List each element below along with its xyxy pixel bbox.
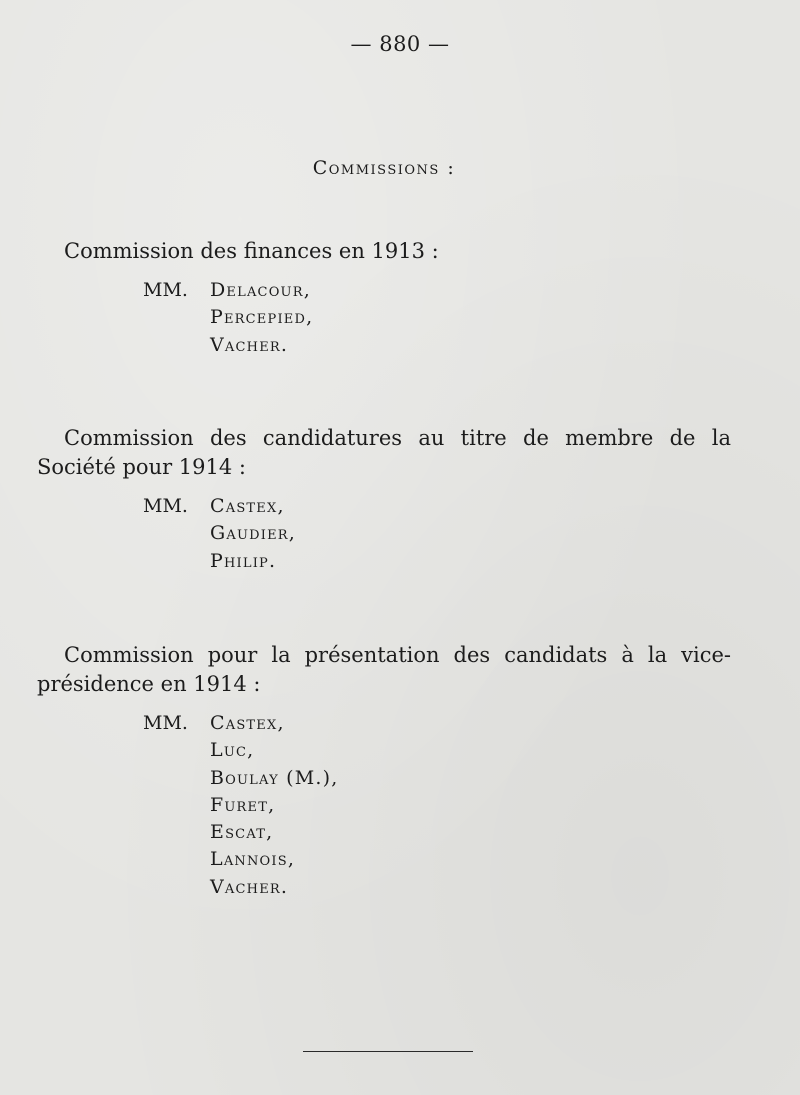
member-block	[143, 493, 731, 575]
member-name: Vacher.	[210, 875, 289, 898]
members-prefix: MM.	[143, 495, 188, 517]
member-list	[210, 493, 731, 575]
member-name: Gaudier,	[210, 522, 296, 545]
members-prefix: MM.	[143, 279, 188, 301]
member-name: Castex,	[210, 712, 285, 734]
commission-heading: Commission des finances en 1913 :	[64, 239, 439, 263]
member-block	[143, 277, 731, 359]
member-name: Castex,	[210, 495, 285, 517]
member-list	[210, 710, 731, 901]
member-name: Boulay (M.),	[210, 766, 339, 789]
page-number: — 880 —	[350, 32, 450, 56]
member-name: Percepied,	[210, 306, 314, 329]
commission-heading: Commission pour la présentation des candidats à la vice-présidence en 1914 :	[37, 643, 731, 696]
member-name: Luc,	[210, 739, 255, 762]
commission-candidatures	[37, 424, 731, 575]
member-name: Escat,	[210, 821, 274, 844]
member-name: Philip.	[210, 549, 277, 572]
member-list	[210, 277, 731, 359]
commission-vice-presidence	[37, 641, 731, 901]
commission-heading: Commission des candidatures au titre de membre de la Société pour 1914 :	[37, 426, 731, 479]
member-name: Vacher.	[210, 333, 289, 356]
member-name: Furet,	[210, 793, 276, 816]
footer-rule	[303, 1051, 473, 1052]
member-name: Lannois,	[210, 848, 296, 871]
member-block	[143, 710, 731, 901]
commission-finances	[37, 237, 731, 359]
section-title: Commissions :	[312, 157, 456, 179]
member-name: Delacour,	[210, 279, 311, 301]
members-prefix: MM.	[143, 712, 188, 734]
